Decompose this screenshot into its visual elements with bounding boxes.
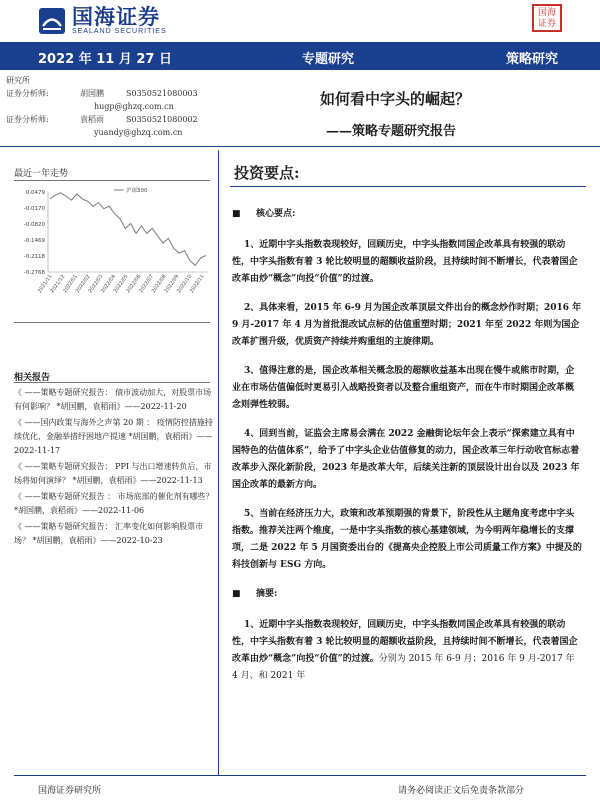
institute-label: 研究所 (6, 76, 30, 85)
company-logo (38, 6, 167, 35)
legend-label: 沪深300 (126, 188, 148, 194)
x-tick-label: 2022/06 (125, 273, 143, 295)
x-tick-label: 2022/01 (62, 273, 79, 295)
analyst-row (6, 87, 198, 100)
key-point: 5、当前在经济压力大，政策和改革预期强的背景下，阶段性从主题角度考虑中字头指数。推荐关注两个维度，一是中字头指数的核心基建领域，为今明两年稳增长的支撑项，二是 2022 年 5 月国资委出台的《提高央企控股上市公司质量工作方案》中提及的科技创新与 ESG 方向。 (232, 509, 582, 570)
chart-divider (14, 322, 210, 323)
analyst-label: 证券分析师: (6, 115, 49, 124)
analyst-name: 袁稻雨 (80, 115, 104, 124)
report-category: 策略研究 (506, 52, 559, 67)
x-tick-label: 2022/10 (176, 273, 193, 295)
y-tick-label: -0.0820 (23, 222, 45, 228)
key-point: 2、具体来看，2015 年 6-9 月为国企改革顶层文件出台的概念炒作时期；2016 年 9 月-2017 年 4 月为首批混改试点标的估值重塑时期；2021 年至 2022 年则为国企改革扩围升级，优质资产持续并购重组的主旋律期。 (232, 303, 582, 347)
key-point: 1、近期中字头指数表现较好，回顾历史，中字头指数同国企改革具有较强的联动性，中字头指数有着 3 轮比较明显的超额收益阶段，且持续时间不断增长，代表着国企改革由炒“概念”向投“价值”的过渡。 (232, 240, 578, 284)
square-bullet-icon: ■ (232, 209, 241, 219)
seal-stamp: 国海证券 (532, 4, 562, 32)
x-tick-label: 2022/11 (188, 273, 206, 295)
summary-heading (232, 586, 582, 603)
report-date: 2022 年 11 月 27 日 (38, 52, 172, 67)
brand-name-cn: 国海证券 (72, 5, 160, 29)
trend-chart (14, 184, 214, 304)
footer-divider (14, 775, 586, 776)
brand-name-en: SEALAND SECURITIES (72, 28, 167, 35)
y-tick-label: -0.2118 (23, 254, 45, 260)
analyst-cert: S0350521080002 (126, 115, 198, 124)
related-divider (14, 382, 210, 383)
x-tick-label: 2021/12 (49, 273, 67, 295)
y-tick-label: -0.1469 (23, 238, 45, 244)
trend-heading: 最近一年走势 (14, 169, 69, 179)
logo-emblem-icon (38, 7, 66, 35)
investment-divider (230, 186, 586, 187)
report-type: 专题研究 (302, 52, 355, 67)
x-tick-label: 2022/02 (74, 273, 92, 295)
x-tick-label: 2022/08 (150, 273, 168, 295)
analyst-row (6, 113, 198, 126)
related-report-item[interactable]: 《 ——国内政策与海外之声第 20 期 ： 疫情防控措施持续优化，金融举措纾困地产提速 *胡国鹏，袁稻雨》——2022-11-17 (14, 418, 213, 455)
title-divider (0, 146, 600, 147)
related-heading: 相关报告 (14, 373, 51, 383)
y-tick-label: 0.0479 (25, 190, 45, 196)
footer-institute: 国海证券研究所 (38, 786, 102, 796)
x-tick-label: 2022/04 (100, 273, 117, 295)
x-tick-label: 2022/09 (163, 273, 181, 295)
report-subtitle: ——策略专题研究报告 (326, 124, 457, 139)
analyst-block (6, 74, 198, 139)
related-report-item[interactable]: 《 ——策略专题研究报告： PPI 与出口增速转负后，市场将如何演绎？ *胡国鹏，袁稻雨》——2022-11-13 (14, 462, 212, 485)
core-points-label: 核心要点: (256, 209, 296, 219)
x-tick-label: 2021/11 (36, 273, 54, 295)
square-bullet-icon: ■ (232, 589, 241, 599)
report-title: 如何看中字头的崛起？ (320, 90, 471, 108)
top-banner (0, 42, 600, 70)
y-tick-label: -0.0170 (23, 206, 45, 212)
summary-bold-text: 1、近期中字头指数表现较好，回顾历史，中字头指数同国企改革具有较强的联动性，中字头指数有着 3 轮比较明显的超额收益阶段，且持续时间不断增长，代表着国企改革由炒“概念”向投“价值”的过渡。 (232, 620, 578, 664)
analyst-name: 胡国鹏 (80, 89, 104, 98)
x-tick-label: 2022/07 (138, 273, 155, 295)
summary-rest-text: 分别为 2015 年 6-9 月；2016 年 9 月-2017 年 4 月、和 2021 年 (232, 654, 575, 681)
investment-content (232, 206, 582, 697)
key-point: 4、回到当前，证监会主席易会满在 2022 金融街论坛年会上表示“探索建立具有中国特色的估值体系”，给予了中字头企业估值修复的动力，国企改革三年行动收官标志着改革步入深化新阶段，2023 年是改革大年，后续关注新的顶层设计出台以及 2023 年国企改革的最新方向。 (232, 429, 580, 490)
related-report-item[interactable]: 《 ——策略专题研究报告： 债市波动加大，对股票市场有何影响？ *胡国鹏，袁稻雨》——2022-11-20 (14, 388, 212, 411)
analyst-label: 证券分析师: (6, 89, 49, 98)
summary-label: 摘要: (256, 589, 278, 599)
trend-divider (14, 180, 210, 181)
series-line (50, 193, 206, 266)
investment-heading: 投资要点: (234, 164, 300, 182)
core-points-heading (232, 206, 582, 223)
column-divider (218, 150, 219, 775)
summary-paragraph (232, 617, 582, 685)
key-point: 3、值得注意的是，国企改革相关概念股的超额收益基本出现在慢牛或熊市时期，企业在市场估值偏低时更易引入战略投资者以及整合重组资产，而在牛市时期国企改革概念则弹性较弱。 (232, 366, 575, 410)
x-tick-label: 2022/05 (112, 273, 130, 295)
y-tick-label: -0.2768 (23, 270, 45, 276)
footer-disclaimer: 请务必阅读正文后免责条款部分 (398, 786, 525, 796)
related-report-item[interactable]: 《 ——策略专题研究报告 ： 市场底部的催化剂有哪些？ *胡国鹏，袁稻雨》——2022-11-06 (14, 492, 214, 515)
analyst-cert: S0350521080003 (126, 89, 198, 98)
analyst-email[interactable]: hugp@ghzq.com.cn (94, 102, 174, 111)
related-report-item[interactable]: 《 ——策略专题研究报告： 汇率变化如何影响股票市场？ *胡国鹏，袁稻雨》——2022-10-23 (14, 522, 204, 545)
analyst-email[interactable]: yuandy@ghzq.com.cn (94, 128, 183, 137)
related-list (14, 386, 214, 550)
x-tick-label: 2022/03 (87, 273, 105, 295)
